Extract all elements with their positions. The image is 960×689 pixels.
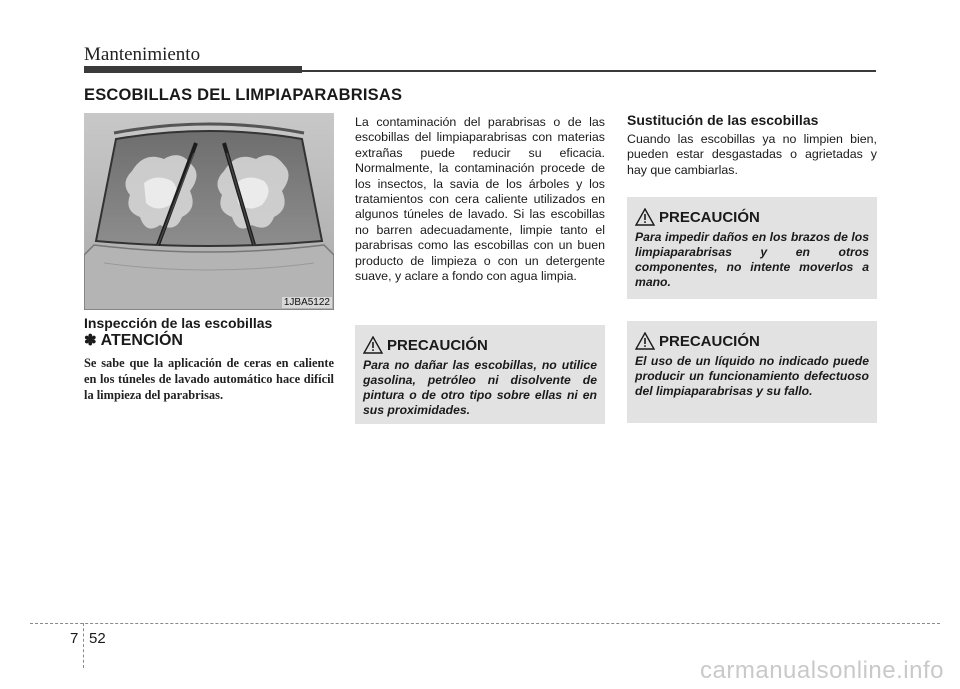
footer-rule	[30, 623, 940, 624]
chapter-number: 7	[70, 630, 79, 647]
warning-triangle-icon	[363, 336, 383, 354]
caution-text: Para no dañar las escobillas, no utilice gasolina, petróleo ni disolvente de pintura o de otro tipo sobre ellas ni en sus proximidades.	[363, 358, 597, 417]
caution-text: El uso de un líquido no indicado puede producir un funcionamiento defectuoso del limpiaparabrisas y su fallo.	[635, 354, 869, 398]
caution-label: PRECAUCIÓN	[659, 208, 760, 226]
windshield-illustration	[84, 113, 334, 310]
page-number: 52	[89, 630, 106, 647]
caution-text: Para impedir daños en los brazos de los limpiaparabrisas y en otros componentes, no intente moverlos a mano.	[635, 230, 869, 289]
caution-box-solvents	[355, 325, 605, 424]
figure-code: 1JBA5122	[283, 297, 330, 308]
warning-triangle-icon	[635, 208, 655, 226]
attention-title: ATENCIÓN	[100, 332, 183, 349]
footer-divider	[83, 623, 84, 668]
contamination-paragraph: La contaminación del parabrisas o de las escobillas del limpiaparabrisas con materias extrañas puede reducir su eficacia. Normalmente, la contaminación procede de los insectos, la savia de los árboles y los tratamientos con cera caliente utilizados en algunos túneles de lavado. Si las escobillas no barren adecuadamente, limpie tanto el parabrisas como las escobillas con un buen producto de limpieza o con un detergente suave, y aclare a fondo con agua limpia.	[355, 115, 605, 284]
warning-triangle-icon	[635, 332, 655, 350]
header-title: Mantenimiento	[84, 44, 201, 65]
replacement-subhead: Sustitución de las escobillas	[627, 112, 819, 128]
caution-label: PRECAUCIÓN	[659, 332, 760, 350]
replacement-paragraph: Cuando las escobillas ya no limpien bien, pueden estar desgastadas o agrietadas y hay que cambiarlas.	[627, 132, 877, 177]
caution-label: PRECAUCIÓN	[387, 336, 488, 354]
caution-box-arms	[627, 197, 877, 299]
header-bar	[84, 66, 302, 73]
watermark: carmanualsonline.info	[700, 657, 944, 684]
header-rule	[302, 70, 876, 72]
caution-box-fluid	[627, 321, 877, 423]
section-title: ESCOBILLAS DEL LIMPIAPARABRISAS	[84, 86, 403, 104]
inspection-subhead: Inspección de las escobillas	[84, 315, 273, 331]
asterisk-icon: ✽	[84, 332, 97, 349]
attention-body: Se sabe que la aplicación de ceras en caliente en los túneles de lavado automático hace difícil la limpieza del parabrisas.	[84, 356, 334, 402]
attention-heading	[84, 331, 183, 350]
windshield-figure	[84, 113, 334, 310]
